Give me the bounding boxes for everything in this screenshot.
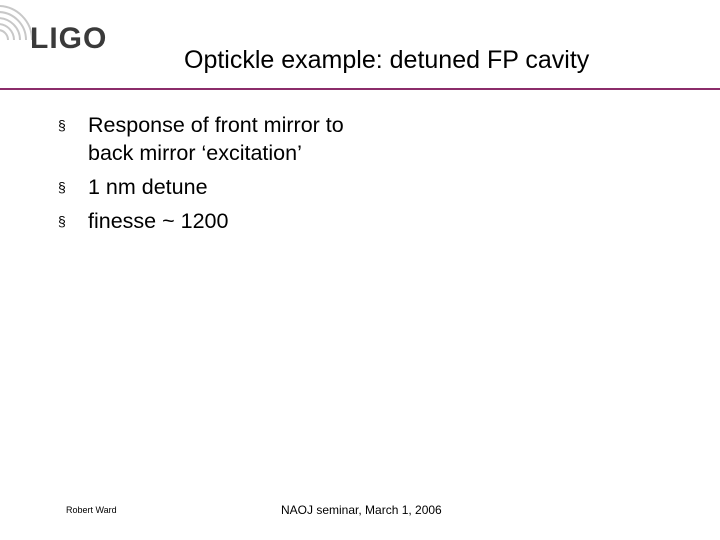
bullet-marker-icon: §	[58, 117, 66, 133]
bullet-marker-icon: §	[58, 213, 66, 229]
bullet-list	[58, 111, 378, 241]
ligo-logo: LIGO	[30, 22, 108, 55]
bullet-text: Response of front mirror to back mirror ‘excitation’	[88, 113, 344, 165]
bullet-text: finesse ~ 1200	[88, 209, 229, 233]
bullet-item	[58, 111, 378, 167]
bullet-text: 1 nm detune	[88, 175, 208, 199]
slide-title: Optickle example: detuned FP cavity	[184, 46, 590, 74]
footer-event: NAOJ seminar, March 1, 2006	[281, 503, 442, 517]
footer-author: Robert Ward	[66, 505, 117, 515]
title-divider	[0, 88, 720, 90]
bullet-item	[58, 173, 378, 201]
bullet-item	[58, 207, 378, 235]
bullet-marker-icon: §	[58, 179, 66, 195]
